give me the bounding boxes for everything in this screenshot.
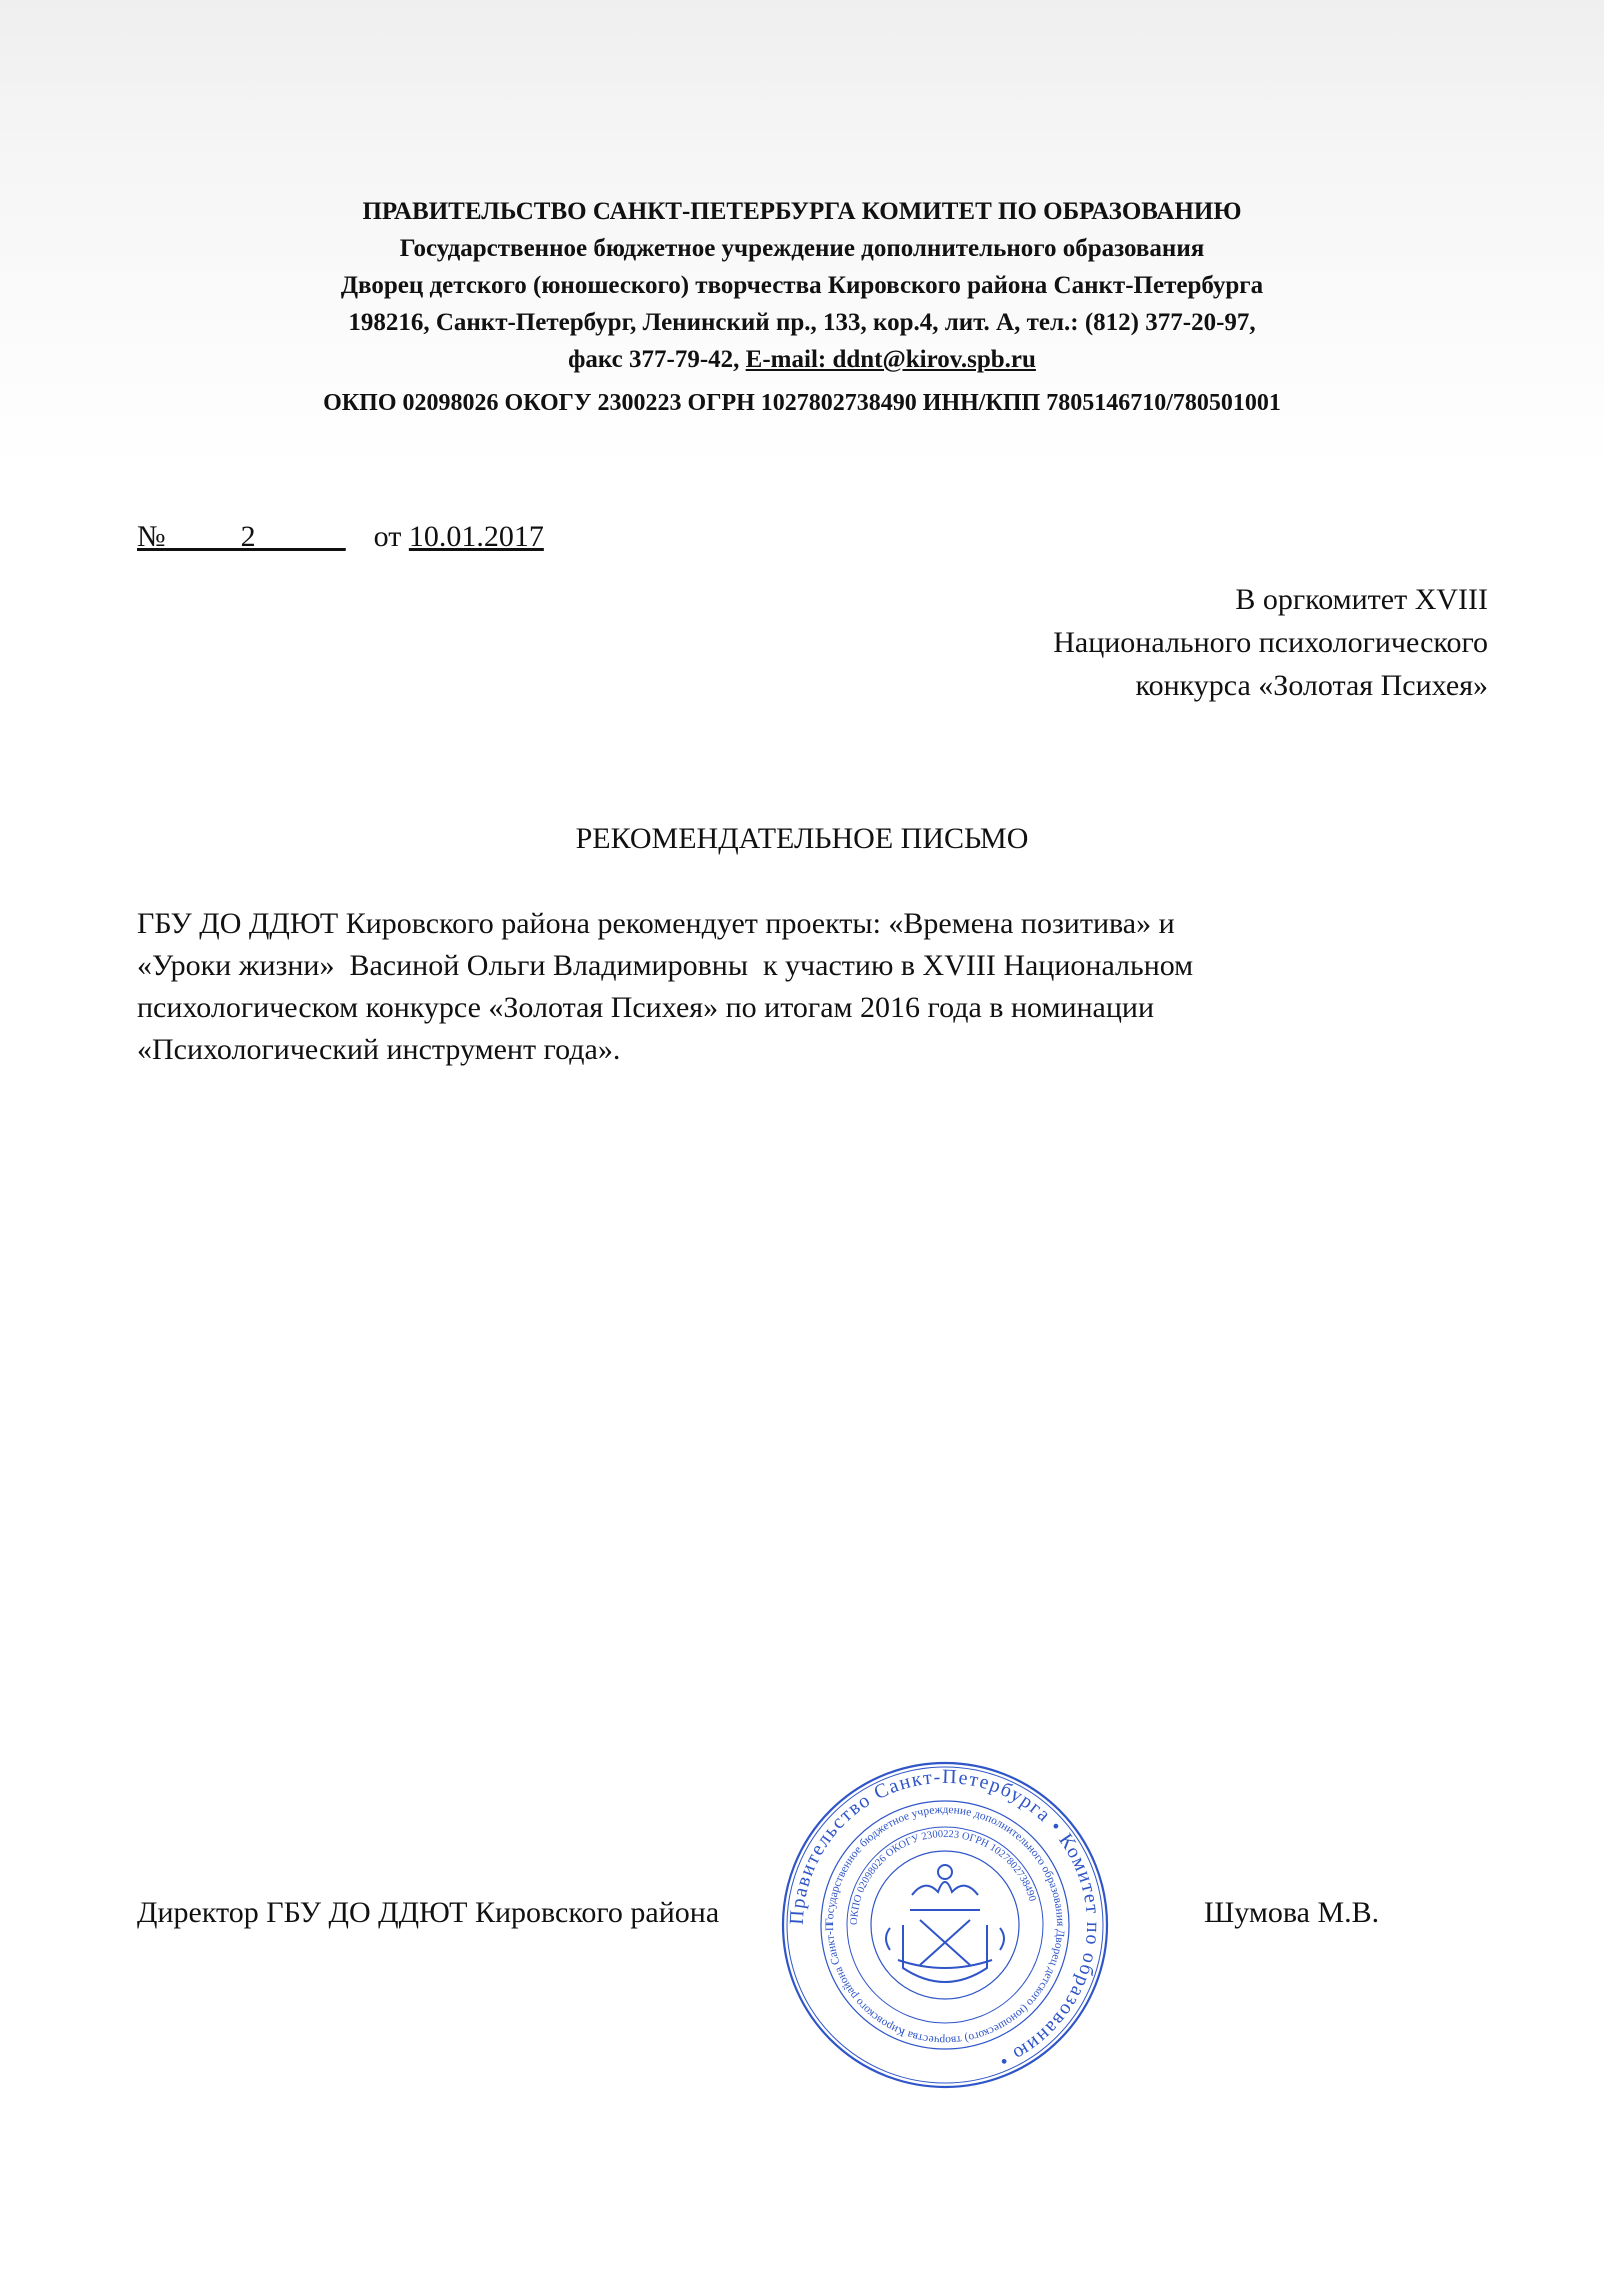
- addressee-line: конкурса «Золотая Психея»: [1135, 669, 1488, 702]
- registration-line: [137, 520, 544, 554]
- document-title: РЕКОМЕНДАТЕЛЬНОЕ ПИСЬМО: [575, 822, 1029, 855]
- registration-date-prefix: от: [373, 520, 402, 553]
- letterhead-institution-name: Дворец детского (юношеского) творчества Кировского района Санкт-Петербурга: [340, 272, 1264, 299]
- seal-inner-text: Государственное бюджетное учреждение дополнительного образования Дворец детского (юношеского) творчества Кировского района Санкт-П: [823, 1803, 1067, 2047]
- addressee-block: [1053, 578, 1488, 707]
- letterhead-email: E-mail: ddnt@kirov.spb.ru: [745, 346, 1036, 373]
- signer-name: Шумова М.В.: [1204, 1896, 1380, 1929]
- seal-codes-text: ОКПО 02098026 ОКОГУ 2300223 ОГРН 1027802738490: [848, 1828, 1038, 1926]
- letterhead-contacts: [0, 341, 1604, 378]
- addressee-line: В оргкомитет XVIII: [1235, 583, 1488, 616]
- body-line: «Уроки жизни» Васиной Ольги Владимировны к участию в XVIII Национальном: [137, 949, 1194, 982]
- signatory-position: Директор ГБУ ДО ДДЮТ Кировского района: [137, 1896, 720, 1929]
- coat-of-arms-emblem: [886, 1865, 1004, 1982]
- letterhead-address: 198216, Санкт-Петербург, Ленинский пр., 133, кор.4, лит. А, тел.: (812) 377-20-97,: [348, 309, 1256, 336]
- seal-outer-text: Правительство Санкт-Петербурга • Комитет по образованию •: [785, 1765, 1105, 2073]
- letterhead: [0, 193, 1604, 378]
- addressee-line: Национального психологического: [1053, 626, 1488, 659]
- body-line: ГБУ ДО ДДЮТ Кировского района рекомендует проекты: «Времена позитива» и: [137, 907, 1175, 940]
- letterhead-institution-type: Государственное бюджетное учреждение дополнительного образования: [399, 235, 1205, 262]
- registration-number: №_____2______: [137, 520, 346, 553]
- body-line: психологическом конкурсе «Золотая Психея» по итогам 2016 года в номинации: [137, 991, 1155, 1024]
- letterhead-fax: факс 377-79-42,: [568, 346, 740, 373]
- seal-graphic: [780, 1760, 1110, 2090]
- official-seal: [780, 1760, 1110, 2090]
- registration-date: 10.01.2017: [408, 520, 544, 553]
- body-line: «Психологический инструмент года».: [137, 1033, 621, 1066]
- letter-body: [137, 903, 1193, 1071]
- letterhead-authority: ПРАВИТЕЛЬСТВО САНКТ-ПЕТЕРБУРГА КОМИТЕТ ПО ОБРАЗОВАНИЮ: [362, 198, 1242, 225]
- letterhead-codes: ОКПО 02098026 ОКОГУ 2300223 ОГРН 1027802738490 ИНН/КПП 7805146710/780501001: [323, 390, 1281, 416]
